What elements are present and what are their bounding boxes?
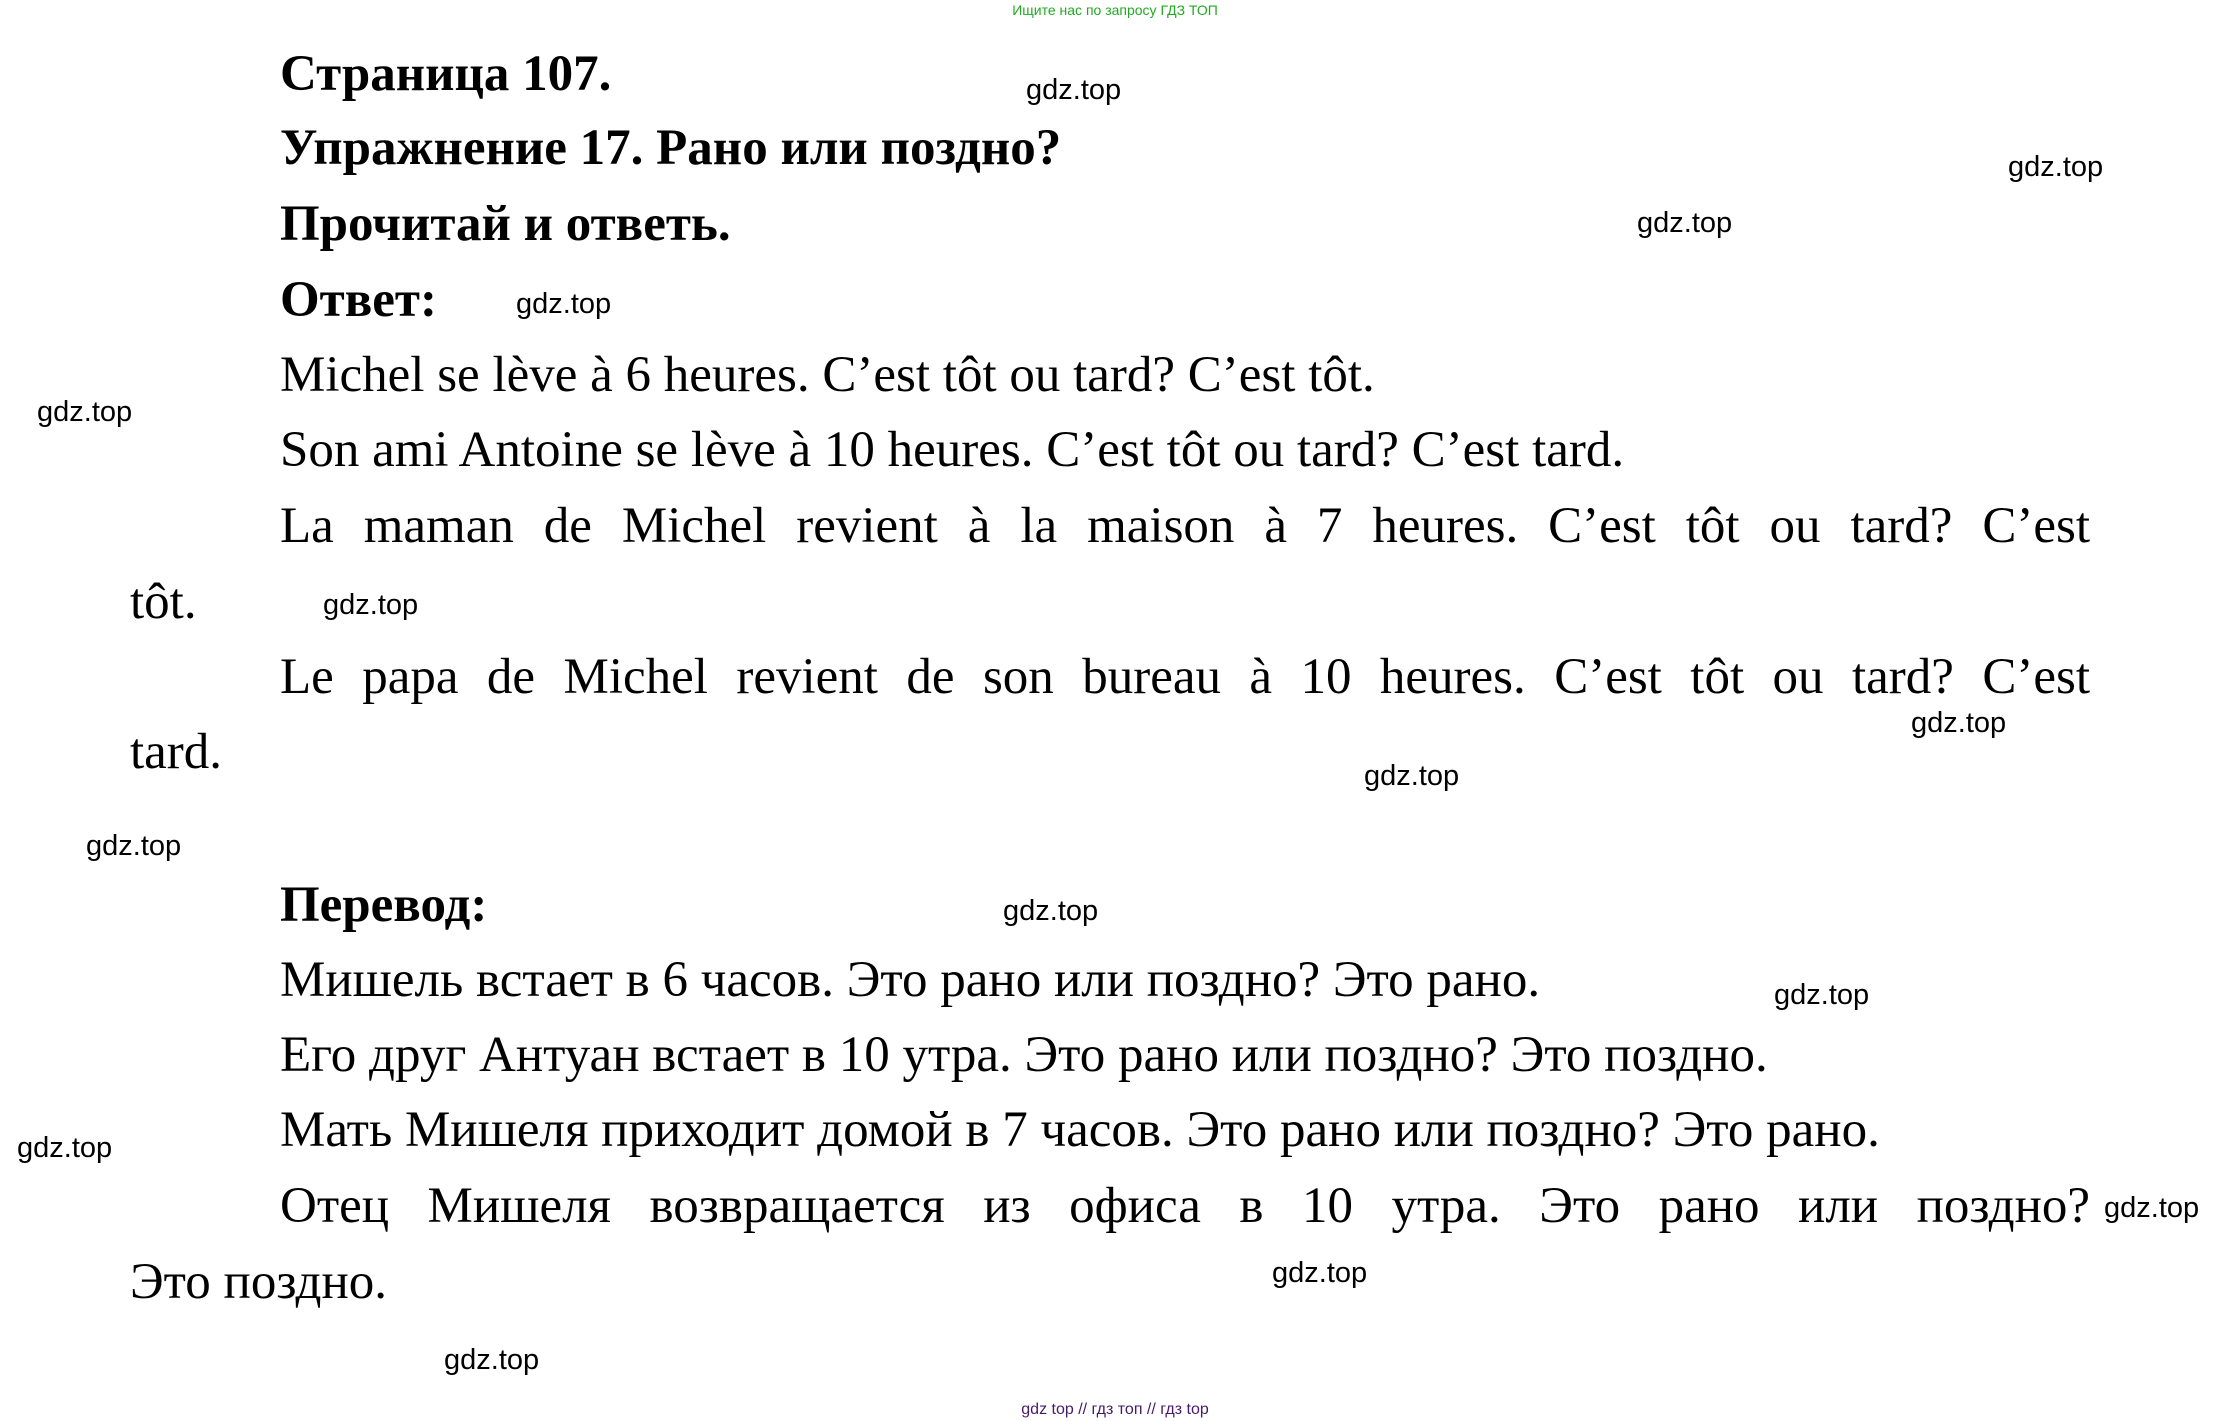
watermark: gdz.top	[2008, 151, 2104, 183]
watermark: gdz.top	[1026, 74, 1122, 106]
watermark: gdz.top	[1911, 707, 2007, 739]
answer-line: La maman de Michel revient à la maison à 7 heures. C’est tôt ou tard? C’est	[280, 498, 2090, 554]
translation-line: Его друг Антуан встает в 10 утра. Это рано или поздно? Это поздно.	[280, 1027, 1768, 1083]
answer-line: Le papa de Michel revient de son bureau à 10 heures. C’est tôt ou tard? C’est	[280, 649, 2090, 705]
watermark: gdz.top	[323, 589, 419, 621]
translation-line: Мишель встает в 6 часов. Это рано или поздно? Это рано.	[280, 952, 1541, 1008]
exercise-heading: Упражнение 17. Рано или поздно?	[280, 120, 1062, 176]
footer-link[interactable]: gdz top // гдз топ // гдз top	[1021, 1401, 1209, 1418]
translation-line: Мать Мишеля приходит домой в 7 часов. Это рано или поздно? Это рано.	[280, 1102, 1880, 1158]
watermark: gdz.top	[1637, 207, 1733, 239]
answer-line: tôt.	[130, 574, 197, 630]
answer-line: tard.	[130, 724, 223, 780]
watermark: gdz.top	[516, 288, 612, 320]
watermark: gdz.top	[86, 830, 182, 862]
answer-label: Ответ:	[280, 272, 437, 328]
translation-line: Отец Мишеля возвращается из офиса в 10 утра. Это рано или поздно?	[280, 1178, 2090, 1234]
watermark: gdz.top	[17, 1132, 113, 1164]
watermark: gdz.top	[2104, 1192, 2200, 1224]
watermark: gdz.top	[1364, 760, 1460, 792]
instruction-heading: Прочитай и ответь.	[280, 196, 731, 252]
answer-line: Son ami Antoine se lève à 10 heures. C’est tôt ou tard? C’est tard.	[280, 422, 1625, 478]
watermark: gdz.top	[1272, 1257, 1368, 1289]
watermark: gdz.top	[37, 396, 133, 428]
translation-label: Перевод:	[280, 877, 488, 933]
translation-line: Это поздно.	[130, 1254, 388, 1310]
watermark: gdz.top	[444, 1344, 540, 1376]
answer-line: Michel se lève à 6 heures. C’est tôt ou tard? C’est tôt.	[280, 347, 1375, 403]
watermark: gdz.top	[1003, 895, 1099, 927]
top-banner: Ищите нас по запросу ГДЗ ТОП	[1012, 2, 1218, 18]
watermark: gdz.top	[1774, 979, 1870, 1011]
page-number-heading: Страница 107.	[280, 46, 612, 102]
